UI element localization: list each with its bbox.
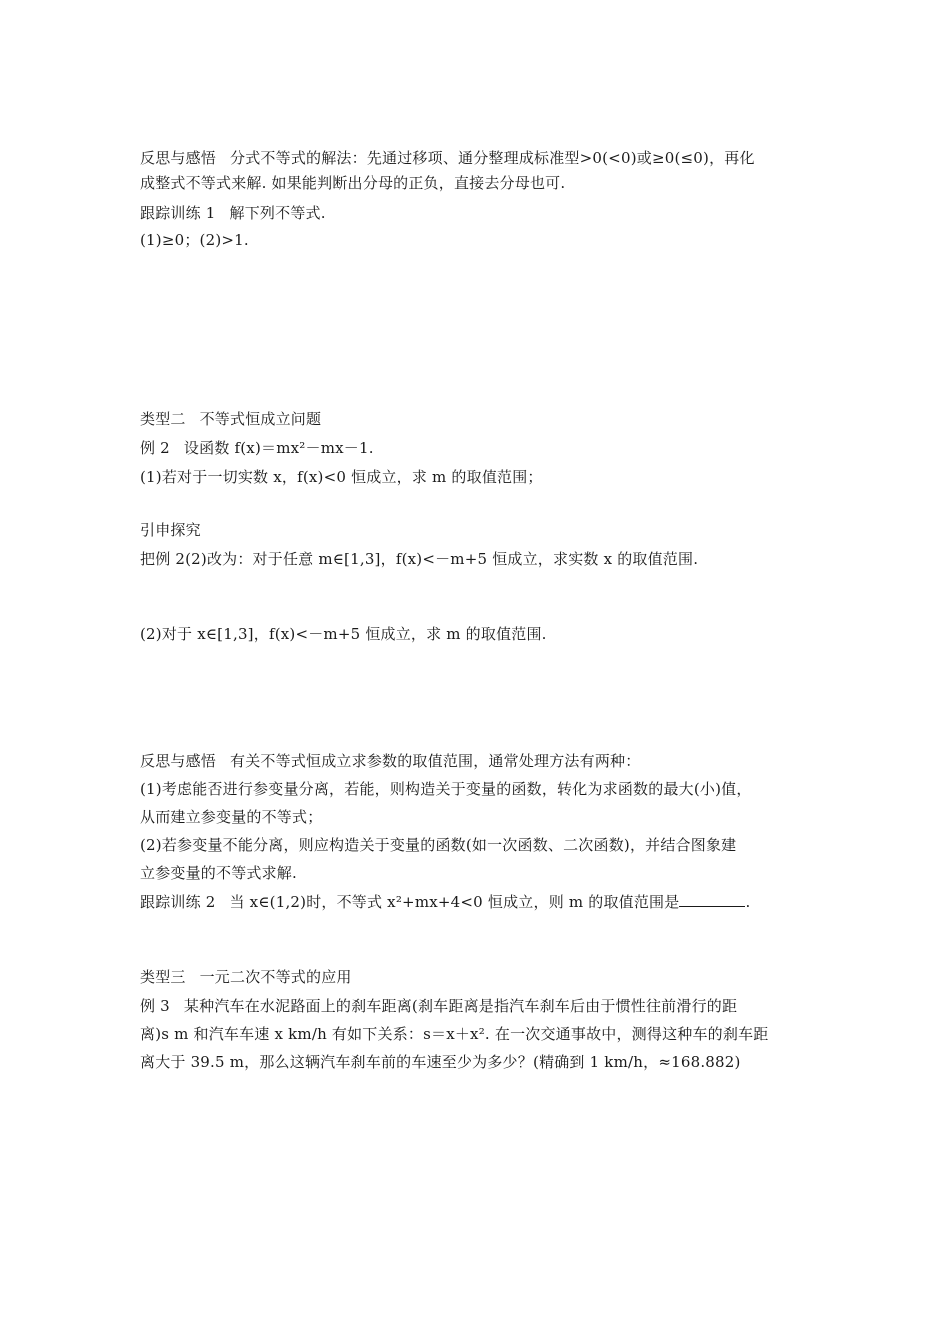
answer-blank[interactable] (679, 892, 745, 907)
training1-title: 跟踪训练 1 (140, 204, 216, 222)
reflection2-line1: (1)考虑能否进行参变量分离，若能，则构造关于变量的函数，转化为求函数的最大(小)值， (140, 780, 752, 798)
type3-title: 类型三 (140, 968, 186, 986)
type2-title: 类型二 (140, 410, 186, 428)
training2-end: . (745, 893, 751, 911)
example2-text: 设函数 f(x)＝mx²－mx－1. (183, 439, 374, 457)
reflection2-heading (140, 750, 820, 772)
type2-heading (140, 408, 820, 430)
reflection1-title: 反思与感悟 (140, 149, 217, 167)
type3-text: 一元二次不等式的应用 (199, 968, 352, 986)
extension-title: 引申探究 (140, 521, 201, 539)
reflection2-line4: 立参变量的不等式求解. (140, 864, 297, 882)
example3-title: 例 3 (140, 997, 170, 1015)
reflection1-line2: 成整式不等式来解. 如果能判断出分母的正负，直接去分母也可. (140, 174, 566, 192)
training1-heading (140, 202, 820, 224)
example3-line2: 离)s m 和汽车车速 x km/h 有如下关系：s＝x＋x². 在一次交通事故中，测得这种车的刹车距 (140, 1025, 769, 1043)
example2-part1: (1)若对于一切实数 x，f(x)<0 恒成立，求 m 的取值范围； (140, 468, 543, 486)
training1-items: (1)≥0；(2)>1. (140, 231, 249, 249)
training1-text: 解下列不等式. (229, 204, 326, 222)
reflection1-line1 (140, 147, 820, 169)
reflection2-title: 反思与感悟 (140, 752, 217, 770)
example2-title: 例 2 (140, 439, 170, 457)
example2-part2: (2)对于 x∈[1,3]，f(x)<－m+5 恒成立，求 m 的取值范围. (140, 625, 547, 643)
reflection2-line2: 从而建立参变量的不等式； (140, 808, 323, 826)
training2-text: 当 x∈(1,2)时，不等式 x²+mx+4<0 恒成立，则 m 的取值范围是 (229, 893, 680, 911)
example3-line1 (140, 995, 820, 1017)
reflection2-line3: (2)若参变量不能分离，则应构造关于变量的函数(如一次函数、二次函数)，并结合图象建 (140, 836, 737, 854)
training2-line (140, 891, 820, 913)
type2-text: 不等式恒成立问题 (199, 410, 322, 428)
example2-heading (140, 437, 820, 459)
reflection2-text: 有关不等式恒成立求参数的取值范围，通常处理方法有两种： (230, 752, 641, 770)
reflection1-text: 分式不等式的解法：先通过移项、通分整理成标准型>0(<0)或≥0(≤0)，再化 (230, 149, 755, 167)
type3-heading (140, 966, 820, 988)
example3-text: 某种汽车在水泥路面上的刹车距离(刹车距离是指汽车刹车后由于惯性往前滑行的距 (183, 997, 738, 1015)
extension-text: 把例 2(2)改为：对于任意 m∈[1,3]，f(x)<－m+5 恒成立，求实数 x 的取值范围. (140, 550, 699, 568)
training2-title: 跟踪训练 2 (140, 893, 216, 911)
example3-line3: 离大于 39.5 m，那么这辆汽车刹车前的车速至少为多少？(精确到 1 km/h，≈168.882) (140, 1053, 741, 1071)
